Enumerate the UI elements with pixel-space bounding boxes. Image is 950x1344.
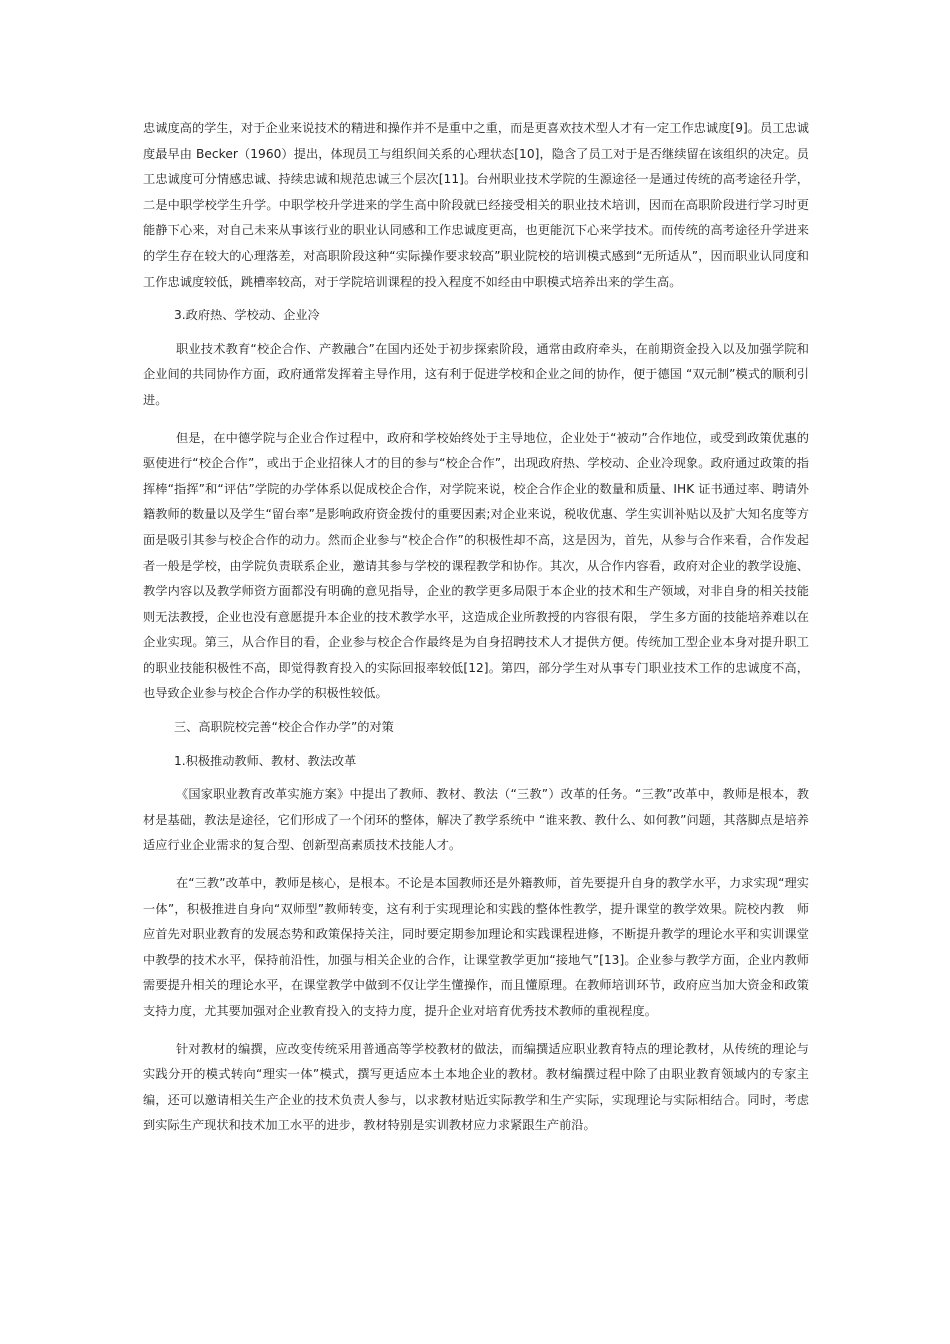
paragraph-industry-education-integration: 职业技术教育“校企合作、产教融合”在国内还处于初步探索阶段，通常由政府牵头，在前期资金投入以及加强学院和企业间的共同协作方面，政府通常发挥着主导作用，这有利于促进学校和企业之间的协作，便于德国 “双元制”模式的顺利引进。	[143, 341, 809, 407]
paragraph-textbook-reform: 针对教材的编撰，应改变传统采用普通高等学校教材的做法，而编撰适应职业教育特点的理论教材，从传统的理论与实践分开的模式转向“理实一体”模式，撰写更适应本土本地企业的教材。教材编撰过程中除了由职业教育领域内的专家主编，还可以邀请相关生产企业的技术负责人参与，以求教材贴近实际教学和生产实际，实现理论与实际相结合。同时，考虑到实际生产现状和技术加工水平的进步，教材特别是实训教材应力求紧跟生产前沿。	[143, 1041, 809, 1133]
paragraph-enterprise-participation: 但是，在中德学院与企业合作过程中，政府和学校始终处于主导地位，企业处于“被动”合作地位，或受到政策优惠的驱使进行“校企合作”，或出于企业招徕人才的目的参与“校企合作”，出现政府热、学校动、企业冷现象。政府通过政策的指挥棒“指挥”和“评估”学院的办学体系以促成校企合作，对学院来说，校企合作企业的数量和质量、IHK 证书通过率、聘请外籍教师的数量以及学生“留台率”是影响政府资金拨付的重要因素;对企业来说，税收优惠、学生实训补贴以及扩大知名度等方面是吸引其参与校企合作的动力。然而企业参与“校企合作”的积极性却不高，这是因为，首先，从参与合作来看，合作发起者一般是学校，由学院负责联系企业，邀请其参与学校的课程教学和协作。其次，从合作内容看，政府对企业的教学设施、教学内容以及教学师资方面都没有明确的意见指导，企业的教学更多局限于本企业的技术和生产领域，对非自身的相关技能则无法教授，企业也没有意愿提升本企业的技术教学水平，这造成企业所教授的内容很有限， 学生多方面的技能培养难以在企业实现。第三，从合作目的看，企业参与校企合作最终是为自身招聘技术人才提供方便。传统加工型企业本身对提升职工的职业技能积极性不高，即觉得教育投入的实际回报率较低[12]。第四，部分学生对从事专门职业技术工作的忠诚度不高，也导致企业参与校企合作办学的积极性较低。	[143, 430, 809, 701]
paragraph-reform-plan: 《国家职业教育改革实施方案》中提出了教师、教材、教法（“三教”）改革的任务。“三教”改革中，教师是根本，教材是基础，教法是途径，它们形成了一个闭环的整体，解决了教学系统中 “谁来教、教什么、如何教”问题，其落脚点是培养适应行业企业需求的复合型、创新型高素质技术技能人才。	[143, 787, 809, 853]
chapter-heading-countermeasures: 三、高职院校完善“校企合作办学”的对策	[174, 720, 394, 735]
document-page	[143, 116, 809, 1139]
section-heading-government-school-enterprise: 3.政府热、学校动、企业冷	[174, 308, 320, 323]
paragraph-teacher-reform: 在“三教”改革中，教师是核心，是根本。不论是本国教师还是外籍教师，首先要提升自身的教学水平，力求实现“理实一体”，积极推进自身向“双师型”教师转变，这有利于实现理论和实践的整体性教学，提升课堂的教学效果。院校内教 师应首先对职业教育的发展态势和政策保持关注，同时要定期参加理论和实践课程进修，不断提升教学的理论水平和实训课堂中教學的技术水平，保持前沿性，加强与相关企业的合作，让课堂教学更加“接地气”[13]。企业参与教学方面，企业内教师需要提升相关的理论水平，在课堂教学中做到不仅让学生懂操作，而且懂原理。在教师培训环节，政府应当加大资金和政策支持力度，尤其要加强对企业教育投入的支持力度，提升企业对培育优秀技术教师的重视程度。	[143, 876, 809, 1018]
section-heading-three-reforms: 1.积极推动教师、教材、教法改革	[174, 753, 357, 768]
paragraph-employee-loyalty: 忠诚度高的学生，对于企业来说技术的精进和操作并不是重中之重，而是更喜欢技术型人才有一定工作忠诚度[9]。员工忠诚度最早由 Becker（1960）提出，体现员工与组织间关系的心理状态[10]，隐含了员工对于是否继续留在该组织的决定。员工忠诚度可分情感忠诚、持续忠诚和规范忠诚三个层次[11]。台州职业技术学院的生源途径一是通过传统的高考途径升学，二是中职学校学生升学。中职学校升学进来的学生高中阶段就已经接受相关的职业技术培训，因而在高职阶段进行学习时更能静下心来，对自己未来从事该行业的职业认同感和工作忠诚度更高，也更能沉下心来学技术。而传统的高考途径升学进来的学生存在较大的心理落差，对高职阶段这种“实际操作要求较高”职业院校的培训模式感到“无所适从”，因而职业认同度和工作忠诚度较低，跳槽率较高，对于学院培训课程的投入程度不如经由中职模式培养出来的学生高。	[143, 121, 809, 289]
